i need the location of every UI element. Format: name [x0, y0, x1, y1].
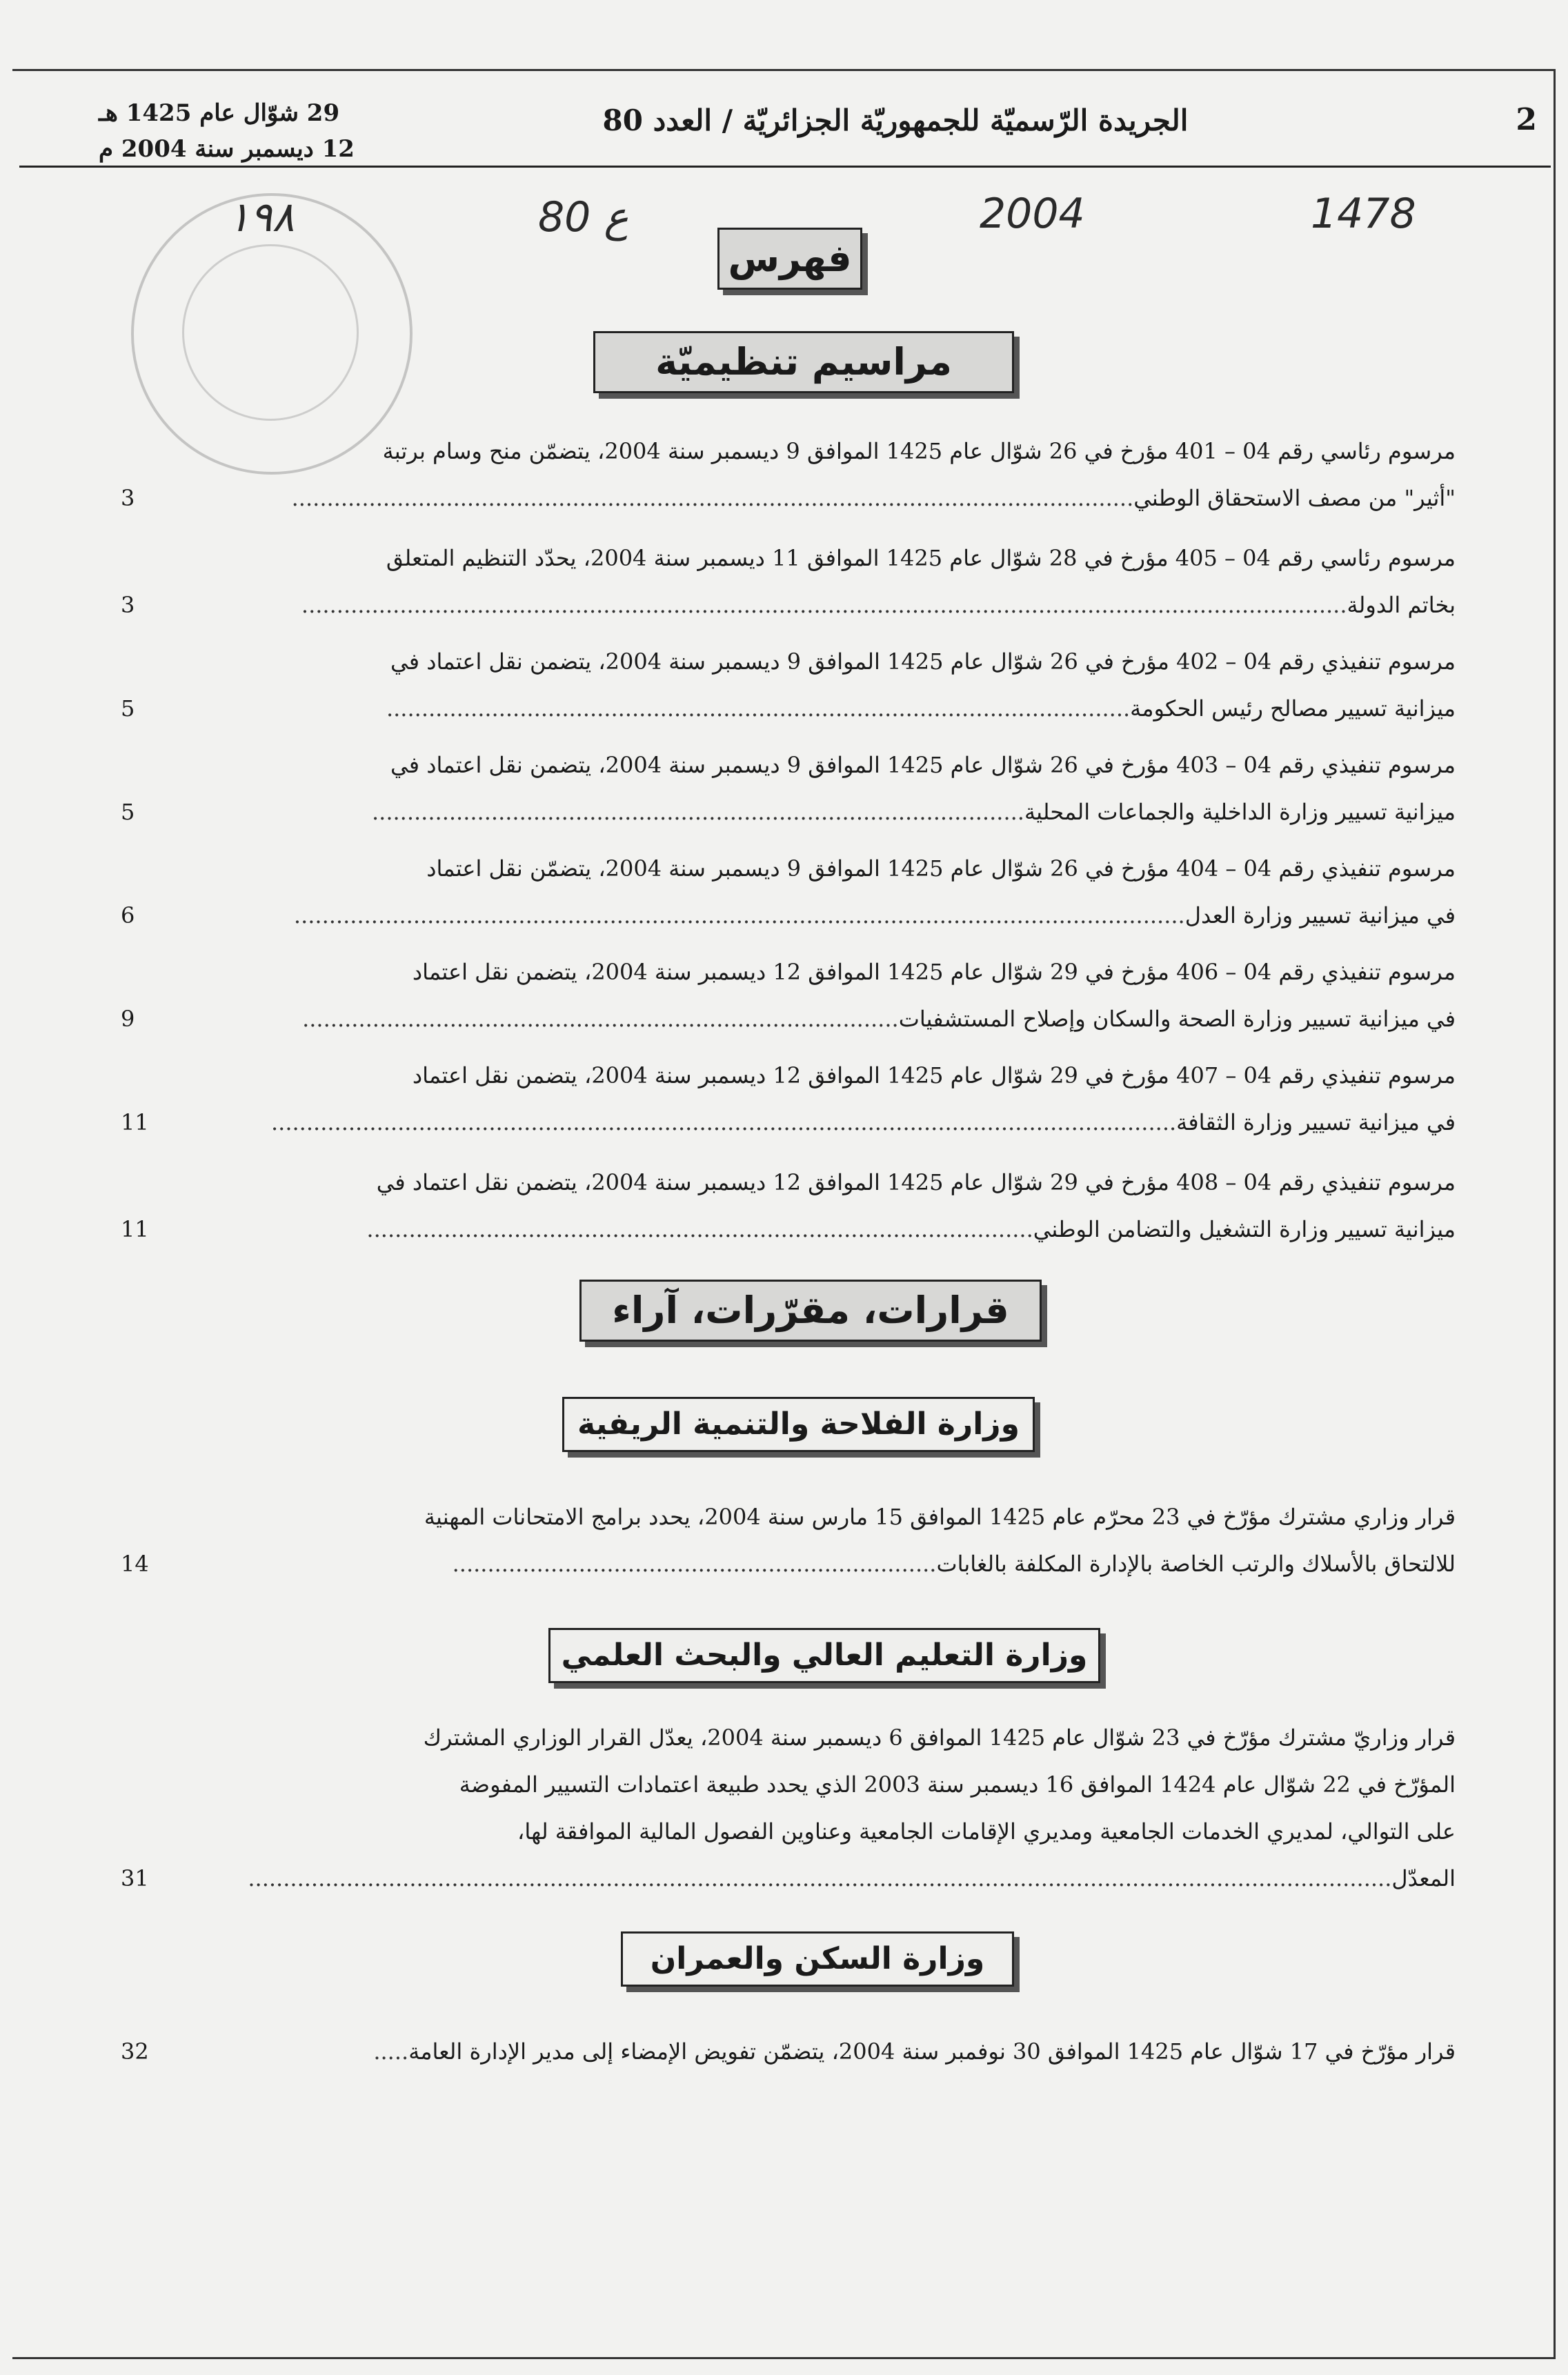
- page-ref: 31: [121, 1865, 149, 1891]
- toc-entry-3: مرسوم تنفيذي رقم 04 – 402 مؤرخ في 26 شوّال عام 1425 الموافق 9 ديسمبر سنة 2004، يتضمن نقل اعتماد في ميزانية تسيير مصالح رئيس الحكومة.......................................................................................................... 5: [135, 638, 1456, 732]
- ministry-housing-heading: وزارة السكن والعمران: [621, 1931, 1014, 1987]
- edu-decision-entry: قرار وزاريّ مشترك مؤرّخ في 23 شوّال عام 1425 الموافق 6 ديسمبر سنة 2004، يعدّل القرار الوزاري المشترك المؤرّخ في 22 شوّال عام 1424 الموافق 16 ديسمبر سنة 2003 الذي يحدد طبيعة اعتمادات التسيير المفوضة على التوالي، لمديري الخدمات الجامعية ومديري الإقامات الجامعية وعناوين الفصول المالية الموافقة لها، المعدّل................................................................................................................................................................... 31: [135, 1714, 1456, 1902]
- handwritten-note-4: 1478: [1311, 190, 1416, 238]
- date-hijri: 29 شوّال عام 1425 هـ: [99, 99, 340, 127]
- page-ref: 3: [121, 485, 135, 511]
- page-ref: 5: [121, 799, 135, 825]
- page-header: [19, 90, 1551, 168]
- toc-entry-7: مرسوم تنفيذي رقم 04 – 407 مؤرخ في 29 شوّال عام 1425 الموافق 12 ديسمبر سنة 2004، يتضمن نقل اعتماد في ميزانية تسيير وزارة الثقافة................................................................................................................................. 11: [135, 1052, 1456, 1146]
- journal-title: الجريدة الرّسميّة للجمهوريّة الجزائريّة / العدد 80: [602, 103, 1189, 137]
- toc-entry-4: مرسوم تنفيذي رقم 04 – 403 مؤرخ في 26 شوّال عام 1425 الموافق 9 ديسمبر سنة 2004، يتضمن نقل اعتماد في ميزانية تسيير وزارة الداخلية والجماعات المحلية............................................................................................. 5: [135, 742, 1456, 835]
- toc-entry-2: مرسوم رئاسي رقم 04 – 405 مؤرخ في 28 شوّال عام 1425 الموافق 11 ديسمبر سنة 2004، يحدّد التنظيم المتعلق بخاتم الدولة..................................................................................................................................................... 3: [135, 535, 1456, 628]
- handwritten-note-2: 80 ع: [538, 193, 629, 241]
- housing-decision-entry: قرار مؤرّخ في 17 شوّال عام 1425 الموافق 30 نوفمبر سنة 2004، يتضمّن تفويض الإمضاء إلى مدير الإدارة العامة..... 32: [135, 2028, 1456, 2075]
- page-ref: 6: [121, 902, 135, 928]
- page-ref: 3: [121, 592, 135, 618]
- page-ref: 5: [121, 695, 135, 722]
- toc-entry-8: مرسوم تنفيذي رقم 04 – 408 مؤرخ في 29 شوّال عام 1425 الموافق 12 ديسمبر سنة 2004، يتضمن نقل اعتماد في ميزانية تسيير وزارة التشغيل والتضامن الوطني............................................................................................... 11: [135, 1159, 1456, 1253]
- ministry-agriculture-heading: وزارة الفلاحة والتنمية الريفية: [562, 1397, 1035, 1452]
- agri-decision-entry: قرار وزاري مشترك مؤرّخ في 23 محرّم عام 1425 الموافق 15 مارس سنة 2004، يحدد برامج الامتحانات المهنية للالتحاق بالأسلاك والرتب الخاصة بالإدارة المكلفة بالغابات..................................................................... 14: [135, 1493, 1456, 1587]
- page-ref: 11: [121, 1109, 149, 1135]
- toc-entry-1: مرسوم رئاسي رقم 04 – 401 مؤرخ في 26 شوّال عام 1425 الموافق 9 ديسمبر سنة 2004، يتضمّن منح وسام برتبة "أثير" من مصف الاستحقاق الوطني........................................................................................................................ 3: [135, 428, 1456, 521]
- toc-entry-6: مرسوم تنفيذي رقم 04 – 406 مؤرخ في 29 شوّال عام 1425 الموافق 12 ديسمبر سنة 2004، يتضمن نقل اعتماد في ميزانية تسيير وزارة الصحة والسكان وإصلاح المستشفيات..................................................................................... 9: [135, 948, 1456, 1042]
- ministry-education-heading: وزارة التعليم العالي والبحث العلمي: [548, 1628, 1100, 1683]
- page-ref: 14: [121, 1551, 149, 1577]
- page-number: 2: [1516, 102, 1537, 137]
- page-ref: 32: [121, 2038, 149, 2065]
- toc-entry-5: مرسوم تنفيذي رقم 04 – 404 مؤرخ في 26 شوّال عام 1425 الموافق 9 ديسمبر سنة 2004، يتضمّن نقل اعتماد في ميزانية تسيير وزارة العدل............................................................................................................................... 6: [135, 845, 1456, 939]
- decrees-heading: مراسيم تنظيميّة: [593, 331, 1014, 393]
- index-heading: فهرس: [717, 228, 862, 290]
- handwritten-note-1: ١٩٨: [228, 193, 295, 241]
- page-ref: 11: [121, 1216, 149, 1242]
- date-gregorian: 12 ديسمبر سنة 2004 م: [99, 135, 355, 163]
- handwritten-note-3: 2004: [980, 190, 1085, 238]
- issue-date: [99, 95, 355, 167]
- decisions-heading: قرارات، مقرّرات، آراء: [579, 1280, 1042, 1342]
- page-ref: 9: [121, 1006, 135, 1032]
